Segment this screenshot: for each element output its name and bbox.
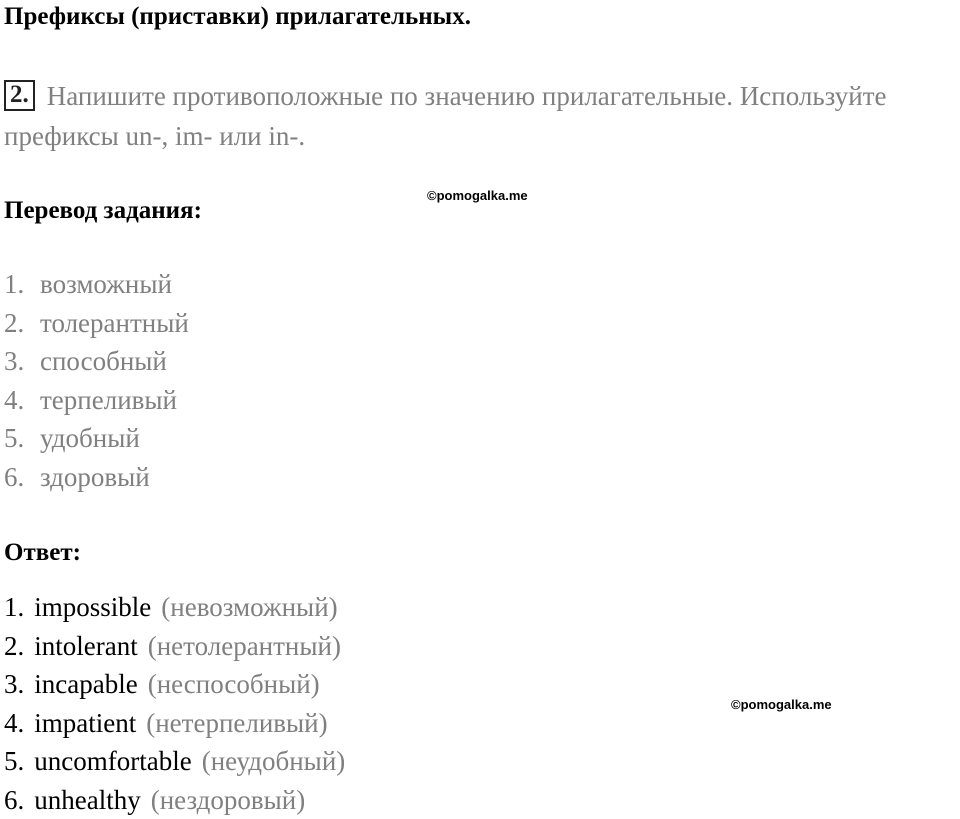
answer-word: intolerant bbox=[34, 631, 137, 661]
list-item bbox=[4, 665, 345, 704]
item-number: 1. bbox=[4, 588, 24, 627]
answer-translation: (неспособный) bbox=[148, 669, 320, 699]
list-item bbox=[4, 419, 189, 458]
answer-translation: (нездоровый) bbox=[151, 785, 306, 815]
list-item bbox=[4, 588, 345, 627]
item-number: 2. bbox=[4, 304, 40, 343]
item-text: здоровый bbox=[40, 462, 150, 492]
item-text: толерантный bbox=[40, 308, 189, 338]
answer-translation: (невозможный) bbox=[161, 592, 337, 622]
answer-word: impossible bbox=[34, 592, 151, 622]
item-number: 3. bbox=[4, 342, 40, 381]
item-text: способный bbox=[40, 346, 167, 376]
item-number: 2. bbox=[4, 627, 24, 666]
item-number: 4. bbox=[4, 704, 24, 743]
item-number: 4. bbox=[4, 381, 40, 420]
list-item bbox=[4, 265, 189, 304]
watermark: ©pomogalka.me bbox=[731, 697, 832, 712]
translation-heading: Перевод задания: bbox=[4, 196, 202, 226]
task-text: Напишите противоположные по значению прилагательные. Используйте префиксы un-, im- или in-. bbox=[4, 81, 886, 151]
list-item bbox=[4, 304, 189, 343]
item-number: 6. bbox=[4, 781, 24, 819]
page-title: Префиксы (приставки) прилагательных. bbox=[4, 2, 471, 32]
answer-translation: (неудобный) bbox=[202, 746, 346, 776]
list-item bbox=[4, 458, 189, 497]
list-item bbox=[4, 704, 345, 743]
list-item bbox=[4, 742, 345, 781]
list-item bbox=[4, 781, 345, 819]
answer-heading: Ответ: bbox=[4, 538, 81, 568]
answer-word: uncomfortable bbox=[34, 746, 191, 776]
item-number: 1. bbox=[4, 265, 40, 304]
item-text: возможный bbox=[40, 269, 172, 299]
task-block bbox=[4, 76, 960, 156]
answer-word: incapable bbox=[34, 669, 137, 699]
answer-translation: (нетерпеливый) bbox=[146, 708, 327, 738]
item-text: удобный bbox=[40, 423, 140, 453]
item-number: 3. bbox=[4, 665, 24, 704]
list-item bbox=[4, 627, 345, 666]
answer-translation: (нетолерантный) bbox=[148, 631, 341, 661]
watermark: ©pomogalka.me bbox=[427, 188, 528, 203]
item-text: терпеливый bbox=[40, 385, 177, 415]
answer-word: impatient bbox=[34, 708, 136, 738]
task-number-badge: 2. bbox=[4, 80, 35, 111]
answer-list bbox=[4, 588, 345, 819]
translation-list bbox=[4, 265, 189, 496]
item-number: 5. bbox=[4, 742, 24, 781]
list-item bbox=[4, 342, 189, 381]
item-number: 5. bbox=[4, 419, 40, 458]
list-item bbox=[4, 381, 189, 420]
item-number: 6. bbox=[4, 458, 40, 497]
answer-word: unhealthy bbox=[34, 785, 140, 815]
